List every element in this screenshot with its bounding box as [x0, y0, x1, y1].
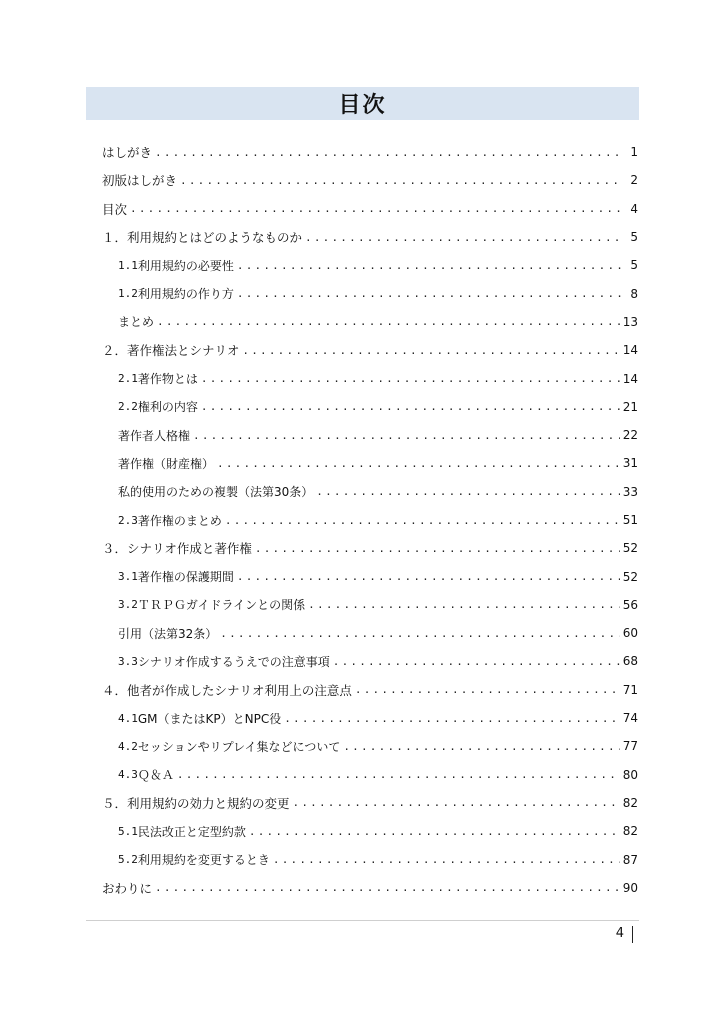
dot-leader	[201, 400, 620, 413]
toc-entry-label: おわりに	[102, 880, 153, 896]
dot-leader	[249, 825, 620, 838]
toc-entry-label: 私的使用のための複製（法第30条）	[118, 485, 314, 500]
toc-entry[interactable]	[102, 534, 638, 562]
toc-entry-page: 22	[622, 428, 638, 443]
toc-entry[interactable]	[102, 676, 638, 704]
dot-leader	[343, 740, 619, 753]
toc-entry-label: 初版はしがき	[102, 173, 178, 189]
toc-entry[interactable]	[102, 789, 638, 817]
toc-entry[interactable]	[102, 591, 638, 619]
footer-divider	[86, 920, 639, 921]
toc-entry[interactable]	[102, 421, 638, 449]
dot-leader	[130, 202, 621, 215]
toc-entry-label: セッションやリプレイ集などについて	[137, 739, 341, 754]
toc-entry[interactable]	[102, 506, 638, 534]
toc-entry-label: ３．シナリオ作成と著作権	[102, 541, 252, 557]
dot-leader	[225, 514, 620, 527]
dot-leader	[255, 542, 620, 555]
toc-entry[interactable]	[102, 449, 638, 477]
dot-leader	[316, 485, 619, 498]
toc-entry-label: GM（またはKP）とNPC役	[137, 711, 282, 726]
toc-entry-label: ５．利用規約の効力と規約の変更	[102, 795, 290, 811]
toc-entry[interactable]	[102, 138, 638, 166]
toc-entry-page: 82	[622, 795, 638, 810]
toc-entry-label: 民法改正と定型約款	[137, 824, 246, 839]
page-number-bar	[632, 926, 633, 943]
dot-leader	[237, 287, 621, 300]
toc-entry-page: 4	[630, 201, 638, 216]
toc-entry-page: 51	[622, 513, 638, 527]
dot-leader	[305, 231, 621, 244]
toc-entry-page: 60	[622, 626, 638, 641]
dot-leader	[180, 174, 621, 187]
dot-leader	[157, 315, 620, 328]
toc-entry-page: 14	[622, 371, 638, 386]
toc-entry[interactable]	[102, 223, 638, 251]
table-of-contents	[102, 138, 638, 902]
toc-title-bar	[86, 87, 639, 120]
toc-entry-page: 2	[630, 173, 638, 188]
toc-entry[interactable]	[102, 308, 638, 336]
toc-entry[interactable]	[102, 562, 638, 590]
dot-leader	[155, 146, 621, 159]
toc-entry-page: 13	[622, 314, 638, 329]
toc-entry-label: シナリオ作成するうえでの注意事項	[137, 654, 330, 669]
toc-entry-page: 5	[630, 258, 638, 273]
dot-leader	[273, 853, 620, 866]
toc-entry-page: 56	[622, 597, 638, 612]
toc-entry[interactable]	[102, 647, 638, 675]
dot-leader	[155, 881, 620, 894]
toc-entry-page: 33	[622, 484, 638, 499]
toc-entry-label: ＴＲＰＧガイドラインとの関係	[137, 598, 306, 613]
toc-entry[interactable]	[102, 704, 638, 732]
toc-entry-label: はしがき	[102, 145, 153, 161]
toc-entry[interactable]	[102, 874, 638, 902]
toc-entry-page: 82	[622, 824, 638, 839]
page-title: 目次	[338, 93, 387, 118]
toc-entry-page: 52	[622, 569, 638, 584]
toc-entry-label: 引用（法第32条）	[118, 626, 218, 641]
toc-entry-label: ４．他者が作成したシナリオ利用上の注意点	[102, 682, 352, 698]
dot-leader	[293, 796, 620, 809]
toc-entry-page: 52	[622, 541, 638, 556]
toc-entry-label: 著作権の保護期間	[137, 570, 234, 585]
toc-entry[interactable]	[102, 279, 638, 307]
dot-leader	[237, 570, 620, 583]
dot-leader	[177, 768, 620, 781]
toc-entry-page: 8	[630, 286, 638, 301]
toc-entry-page: 31	[622, 456, 638, 471]
toc-entry-number: 1.2	[118, 287, 138, 301]
toc-entry-page: 1	[630, 145, 638, 160]
toc-entry-label: 利用規約を変更するとき	[137, 853, 270, 868]
toc-entry-page: 71	[622, 682, 638, 697]
toc-entry[interactable]	[102, 364, 638, 392]
toc-entry-label: 利用規約の作り方	[137, 287, 234, 302]
toc-entry-page: 21	[622, 399, 638, 414]
dot-leader	[242, 344, 619, 357]
toc-entry-page: 90	[622, 880, 638, 895]
toc-entry-number: 2.2	[118, 400, 138, 414]
toc-entry-label: ２．著作権法とシナリオ	[102, 343, 240, 359]
toc-entry[interactable]	[102, 393, 638, 421]
toc-entry-label: 著作者人格権	[118, 428, 191, 443]
dot-leader	[217, 457, 620, 470]
toc-entry-label: 利用規約の必要性	[137, 258, 234, 273]
toc-entry-page: 68	[622, 654, 638, 669]
dot-leader	[284, 712, 619, 725]
dot-leader	[220, 627, 619, 640]
toc-entry[interactable]	[102, 761, 638, 789]
dot-leader	[333, 655, 620, 668]
dot-leader	[308, 598, 620, 611]
toc-entry-label: 著作物とは	[137, 372, 198, 387]
toc-entry-number: 3.2	[118, 598, 138, 612]
toc-entry[interactable]	[102, 845, 638, 873]
toc-entry[interactable]	[102, 478, 638, 506]
toc-entry[interactable]	[102, 732, 638, 760]
toc-entry-number: 4.2	[118, 739, 138, 753]
dot-leader	[193, 429, 620, 442]
toc-entry-label: Ｑ＆Ａ	[137, 768, 174, 783]
toc-entry-label: １．利用規約とはどのようなものか	[102, 230, 303, 246]
toc-entry[interactable]	[102, 166, 638, 194]
toc-entry-page: 14	[622, 343, 638, 358]
toc-entry-number: 4.3	[118, 768, 138, 782]
toc-entry-page: 74	[622, 711, 638, 726]
toc-entry-page: 80	[622, 767, 638, 782]
toc-entry-page: 5	[630, 230, 638, 245]
toc-entry-number: 5.2	[118, 853, 138, 867]
toc-entry-number: 2.3	[118, 513, 138, 527]
toc-entry[interactable]	[102, 195, 638, 223]
toc-entry-number: 3.3	[118, 654, 138, 668]
toc-entry[interactable]	[102, 336, 638, 364]
toc-entry-label: まとめ	[118, 315, 155, 330]
page-number: 4	[615, 926, 624, 941]
toc-entry-page: 87	[622, 852, 638, 867]
toc-entry[interactable]	[102, 251, 638, 279]
toc-entry-number: 4.1	[118, 711, 138, 725]
toc-entry-number: 2.1	[118, 372, 138, 386]
dot-leader	[355, 683, 620, 696]
toc-entry-label: 権利の内容	[137, 400, 198, 415]
dot-leader	[237, 259, 621, 272]
toc-entry-label: 著作権（財産権）	[118, 456, 215, 471]
toc-entry[interactable]	[102, 619, 638, 647]
toc-entry-number: 5.1	[118, 824, 138, 838]
dot-leader	[201, 372, 620, 385]
toc-entry-page: 77	[622, 739, 638, 754]
toc-entry-number: 1.1	[118, 258, 138, 272]
toc-entry-label: 著作権のまとめ	[137, 513, 222, 528]
toc-entry[interactable]	[102, 817, 638, 845]
toc-entry-number: 3.1	[118, 570, 138, 584]
toc-entry-label: 目次	[102, 201, 128, 217]
